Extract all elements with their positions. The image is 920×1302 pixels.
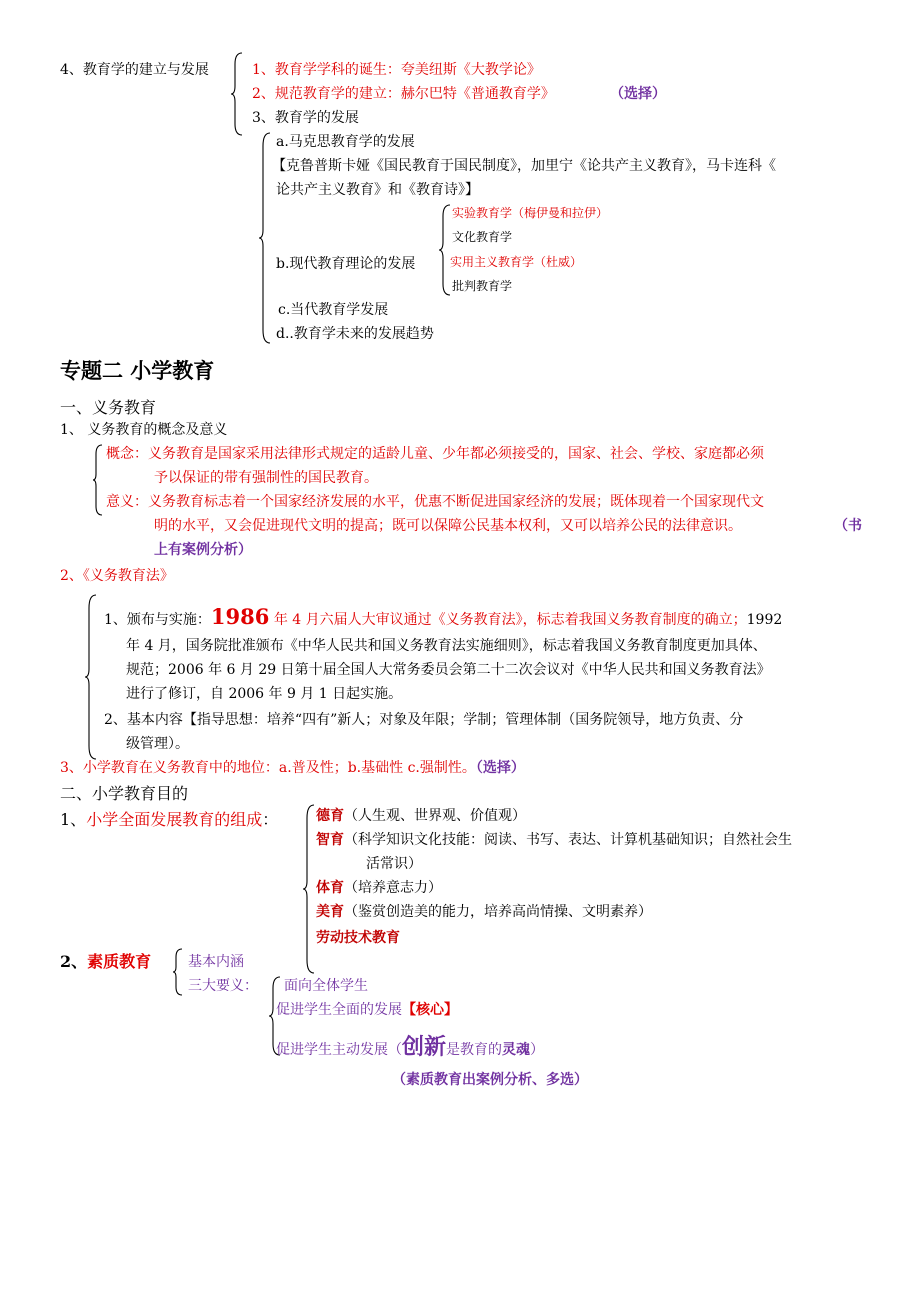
- content-line-2: 级管理）。: [126, 736, 189, 752]
- meaning-tag-2: 上有案例分析）: [154, 542, 252, 558]
- sec4-b-item-4: 批判教育学: [452, 279, 513, 293]
- concept-line-1: 概念：义务教育是国家采用法律形式规定的适龄儿童、少年都必须接受的，国家、社会、学校、家庭都必须: [106, 446, 764, 462]
- part2-s2: [60, 952, 151, 971]
- sec4-a-note-1: 【克鲁普斯卡娅《国民教育于国民制度》，加里宁《论共产主义教育》，马卡连科《: [272, 158, 776, 174]
- sec4-b-item-1: 实验教育学（梅伊曼和拉伊）: [452, 206, 609, 220]
- law-line-4: 进行了修订，自 2006 年 9 月 1 日起实施。: [126, 686, 403, 702]
- intellect-edu: [316, 832, 792, 849]
- part1-title: 一、义务教育: [60, 398, 157, 417]
- aesthetic-edu: [316, 904, 652, 921]
- part2-s1: [60, 810, 278, 829]
- topic-title: 专题二 小学教育: [60, 358, 215, 383]
- intellect-edu-key: 智育: [316, 832, 344, 848]
- sec4-c: c.当代教育学发展: [278, 302, 389, 318]
- sec4-item-1: 1、教育学学科的诞生：夸美纽斯《大教学论》: [252, 62, 541, 78]
- sec4-a: a.马克思教育学的发展: [276, 134, 415, 150]
- sec4-d: d..教育学未来的发展趋势: [276, 326, 434, 342]
- point-2: [276, 1002, 458, 1019]
- sec4-sub-brace: [258, 132, 272, 344]
- three-points: 三大要义：: [188, 978, 258, 994]
- sec4-a-note-2: 论共产主义教育》和《教育诗》】: [276, 182, 479, 198]
- part2-s1-num: 1、: [60, 810, 87, 829]
- sec4-b-brace: [438, 204, 452, 296]
- law-brace: [84, 594, 98, 760]
- law-year: 1986: [210, 604, 270, 629]
- physical-edu: [316, 880, 442, 897]
- basic-meaning: 基本内涵: [188, 954, 244, 970]
- law-line-1-red: 年 4 月六届人大审议通过《义务教育法》，标志着我国义务教育制度的确立；: [269, 612, 747, 628]
- point-2-text: 促进学生全面的发展: [276, 1002, 402, 1018]
- point-3-innovation: 创新: [402, 1034, 447, 1060]
- content-line-1: 2、基本内容【指导思想：培养“四有”新人；对象及年限；学制；管理体制（国务院领导，地方负责、分: [104, 712, 744, 728]
- part2-s1-colon: ：: [262, 810, 279, 829]
- intellect-edu-desc-2: 活常识）: [366, 856, 422, 872]
- quality-brace: [172, 948, 184, 996]
- point-3-close: ）: [530, 1042, 545, 1058]
- part1-s1: 1、 义务教育的概念及意义: [60, 422, 228, 438]
- meaning-tag: （书: [834, 518, 862, 534]
- point-3-mid: 是教育的: [446, 1042, 503, 1058]
- part2-s2-text: 素质教育: [87, 952, 152, 971]
- aesthetic-edu-desc: （鉴赏创造美的能力，培养高尚情操、文明素养）: [344, 904, 652, 920]
- part2-s1-text: 小学全面发展教育的组成: [86, 810, 263, 829]
- sec4-item-3: 3、教育学的发展: [252, 110, 359, 126]
- sec4-brace: [230, 52, 244, 136]
- aesthetic-edu-key: 美育: [316, 904, 344, 920]
- part2-s2-num: 2、: [60, 952, 88, 971]
- part2-title: 二、小学教育目的: [60, 784, 189, 803]
- law-line-2: 年 4 月，国务院批准颁布《中华人民共和国义务教育法实施细则》，标志着我国义务教育制度更加具体、: [126, 638, 767, 654]
- moral-edu: [316, 808, 526, 825]
- sec4-label: 4、教育学的建立与发展: [60, 62, 209, 78]
- physical-edu-desc: （培养意志力）: [344, 880, 442, 896]
- sec4-item-2: 2、规范教育学的建立：赫尔巴特《普通教育学》: [252, 86, 555, 102]
- point-3-soul: 灵魂: [502, 1042, 531, 1058]
- intellect-edu-desc: （科学知识文化技能：阅读、书写、表达、计算机基础知识；自然社会生: [344, 832, 792, 848]
- point-1: 面向全体学生: [284, 978, 368, 994]
- meaning-line-1: 意义：义务教育标志着一个国家经济发展的水平，优惠不断促进国家经济的发展；既体现着一个国家现代文: [106, 494, 764, 510]
- labor-edu: 劳动技术教育: [316, 930, 400, 946]
- composition-brace: [302, 804, 316, 974]
- part1-s3-tag: （选择）: [475, 760, 525, 776]
- part1-s3: [60, 760, 525, 777]
- concept-brace: [92, 444, 104, 516]
- moral-edu-key: 德育: [316, 808, 344, 824]
- meaning-line-2: 明的水平，又会促进现代文明的提高；既可以保障公民基本权利，又可以培养公民的法律意识。: [154, 518, 742, 534]
- sec4-item-2-tag: （选择）: [610, 86, 666, 102]
- part1-s3-text: 3、小学教育在义务教育中的地位：a.普及性；b.基础性 c.强制性。: [60, 760, 476, 776]
- law-line-1: [104, 604, 782, 629]
- point-3: [276, 1034, 544, 1060]
- sec4-b-item-2: 文化教育学: [452, 230, 513, 244]
- point-2-tag: 【核心】: [402, 1002, 458, 1018]
- part1-s2: 2、《义务教育法》: [60, 568, 174, 584]
- point-3-text: 促进学生主动发展（: [276, 1042, 402, 1058]
- concept-line-2: 予以保证的带有强制性的国民教育。: [154, 470, 378, 486]
- law-line-1-post: 1992: [746, 612, 783, 628]
- physical-edu-key: 体育: [316, 880, 344, 896]
- footer-note: （素质教育出案例分析、多选）: [392, 1072, 588, 1088]
- sec4-b: b.现代教育理论的发展: [276, 256, 416, 272]
- sec4-b-item-3: 实用主义教育学（杜威）: [450, 255, 583, 269]
- law-line-3: 规范；2006 年 6 月 29 日第十届全国人大常务委员会第二十二次会议对《中华人民共和国义务教育法》: [126, 662, 771, 678]
- moral-edu-desc: （人生观、世界观、价值观）: [344, 808, 526, 824]
- law-line-1-pre: 1、颁布与实施：: [104, 612, 211, 628]
